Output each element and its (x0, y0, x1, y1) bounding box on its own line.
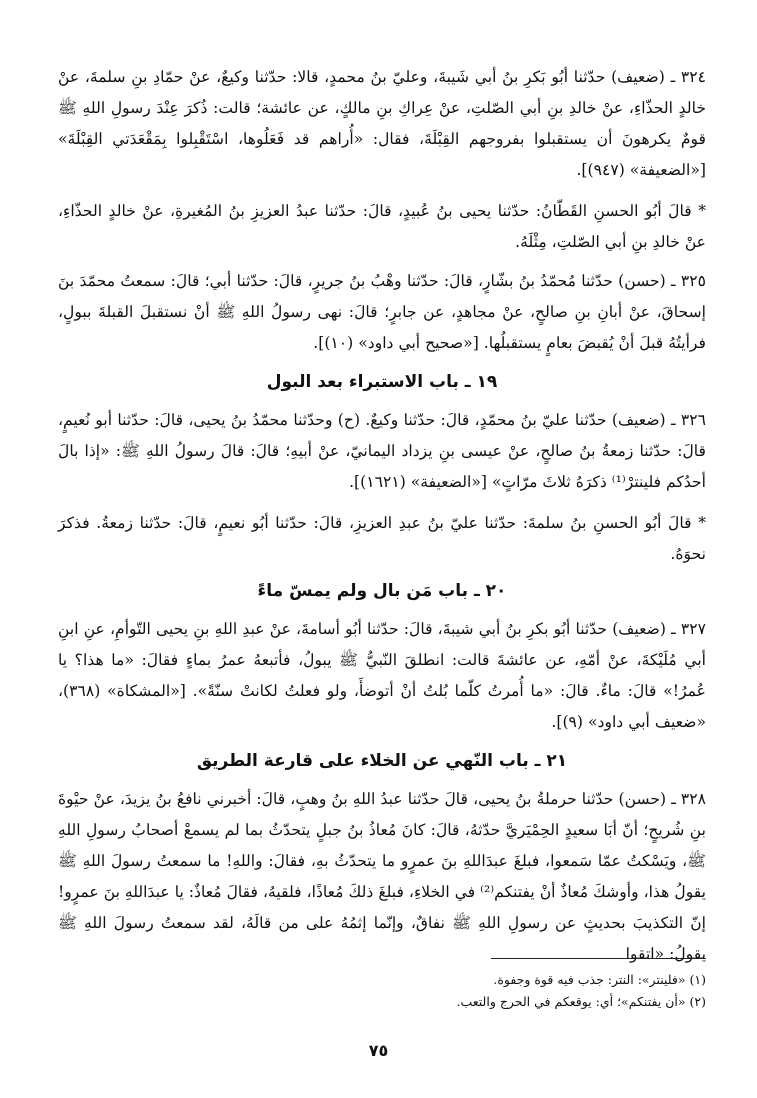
footnote-divider (491, 958, 706, 959)
footnote-1: (١) «فلينتر»: النتر: جذب فيه قوة وجفوة. (493, 972, 706, 987)
hadith-325: ٣٢٥ ـ (حسن) حدّثنا مُحمّدُ بنُ بشّارٍ، قالَ: حدّثنا وهْبُ بنُ جريرٍ، قالَ: حدّثنا أبي؛ قالَ: سمعتُ محمّدَ بنَ إسحاقَ، عنْ أبانِ بنِ صالحٍ، عنْ مجاهدٍ، عن جابرٍ؛ قالَ: نهى رسولُ اللهِ ﷺ أنْ نستقبلَ القبلةَ ببولٍ، فرأيتُهُ قبلَ أنْ يُقبضَ بعامٍ يستقبلُها. [«صحيح أبي داود» (١٠)]. (58, 272, 706, 352)
hadith-327: ٣٢٧ ـ (ضعيف) حدّثنا أبُو بكرِ بنُ أبي شيبةَ، قالَ: حدّثنا أبُو أسامةَ، عنْ عبدِ اللهِ بنِ يحيى التّوأمِ، عنِ ابنِ أبي مُلَيْكةَ، عنْ أمّهِ، عن عائشةَ قالت: انطلقَ النّبيُّ ﷺ يبولُ، فأتبعهُ عمرُ بماءٍ فقالَ: «ما هذا؟ يا عُمرُ!» قالَ: ماءٌ. قالَ: «ما أُمرتُ كلّما بُلتُ أنْ أتوضأَ، ولو فعلتُ لكانتْ سنّةً». [«المشكاة» (٣٦٨)، «ضعيف أبي داود» (٩)]. (58, 620, 706, 731)
hadith-324-note: * قالَ أبُو الحسنِ القَطّانُ: حدّثنا يحيى بنُ عُبيدٍ، قالَ: حدّثنا عبدُ العزيزِ بنُ المُغيرةِ، عنْ خالدٍ الحذّاءِ، عنْ خالدِ بنِ أبي الصّلتِ، مِثْلَهُ. (58, 202, 706, 251)
chapter-heading-20: ٢٠ ـ باب مَن بال ولم يمسّ ماءً (257, 581, 507, 601)
chapter-heading-21: ٢١ ـ باب النّهي عن الخلاء على قارعة الطريق (196, 751, 568, 771)
footnote-2: (٢) «أن يفتنكم»؛ أي: يوقعكم في الحرج والتعب. (456, 994, 706, 1009)
hadith-326-note: * قالَ أبُو الحسنِ بنُ سلمةَ: حدّثنا عليّ بنُ عبدِ العزيزِ، قالَ: حدّثنا أبُو نعيمٍ، قالَ: حدّثنا زمعةُ. فذكرَ نحوَهُ. (58, 514, 706, 563)
hadith-328: ٣٢٨ ـ (حسن) حدّثنا حرملةُ بنُ يحيى، قالَ حدّثنا عبدُ اللهِ بنُ وهبٍ، قالَ: أخبرني نافعُ بنُ يزيدَ، عنْ حيْوةَ بنِ شُريحٍ؛ أنّ أبَا سعيدٍ الحِمْيَريَّ حدّثهُ، قالَ: كانَ مُعاذُ بنُ جبلٍ يتحدّثُ بما لم يسمعْ أصحابُ رسولِ اللهِ ﷺ، ويَسْكتُ عمّا سَمعوا، فبلغَ عبدَاللهِ بنَ عمرٍو ما يتحدّثُ بهِ، فقالَ: واللهِ! ما سمعتُ رسولَ اللهِ ﷺ يقولُ هذا، وأوشكَ مُعاذٌ أنْ يفتنكم⁽²⁾ في الخلاءِ، فبلغَ ذلكَ مُعاذًا، فلقيهُ، فقالَ مُعاذٌ: يا عبدَاللهِ بنَ عمرٍو! إنّ التكذيبَ بحديثٍ عن رسولِ اللهِ ﷺ نفاقٌ، وإنّما إثمُهُ على من قالَهُ، لقد سمعتُ رسولَ اللهِ ﷺ يقولُ: «اتقوا (58, 790, 706, 963)
page-body (58, 62, 706, 980)
footnotes (58, 958, 706, 1013)
hadith-326: ٣٢٦ ـ (ضعيف) حدّثنا عليّ بنُ محمّدٍ، قالَ: حدّثنا وكيعٌ. (ح) وحدّثنا محمّدُ بنُ يحيى، قالَ: حدّثنا أبو نُعيمٍ، قالَ: حدّثنا زمعةُ بنُ صالحٍ، عنْ عيسى بنِ يزداد اليمانيّ، عنْ أبيهِ؛ قالَ: قالَ رسولُ اللهِ ﷺ: «إذا بالَ أحدُكم فلينترْ⁽¹⁾ ذكرَهُ ثلاثَ مرّاتٍ» [«الضعيفة» (١٦٢١)]. (58, 411, 706, 491)
page-number: ٧٥ (368, 1041, 389, 1060)
chapter-heading-19: ١٩ ـ باب الاستبراء بعد البول (266, 372, 498, 392)
hadith-324: ٣٢٤ ـ (ضعيف) حدّثنا أبُو بَكرِ بنُ أبي شَيبةَ، وعليّ بنُ محمدٍ، قالا: حدّثنا وكيعٌ، عنْ حمّادِ بنِ سلمةَ، عنْ خالدٍ الحذّاءِ، عنْ خالدِ بنِ أبي الصّلتِ، عنْ عِراكِ بنِ مالكٍ، عن عائشة؛ قالت: ذُكرَ عِنْدَ رسولِ اللهِ ﷺ قومٌ يكرهونَ أن يستقبلوا بفروجهم القِبْلَةَ، فقال: «أُراهم قد فَعَلُوها، اسْتَقْبِلوا بِمَقْعَدَتي القِبْلَةَ» [«الضعيفة» (٩٤٧)]. (58, 68, 706, 179)
